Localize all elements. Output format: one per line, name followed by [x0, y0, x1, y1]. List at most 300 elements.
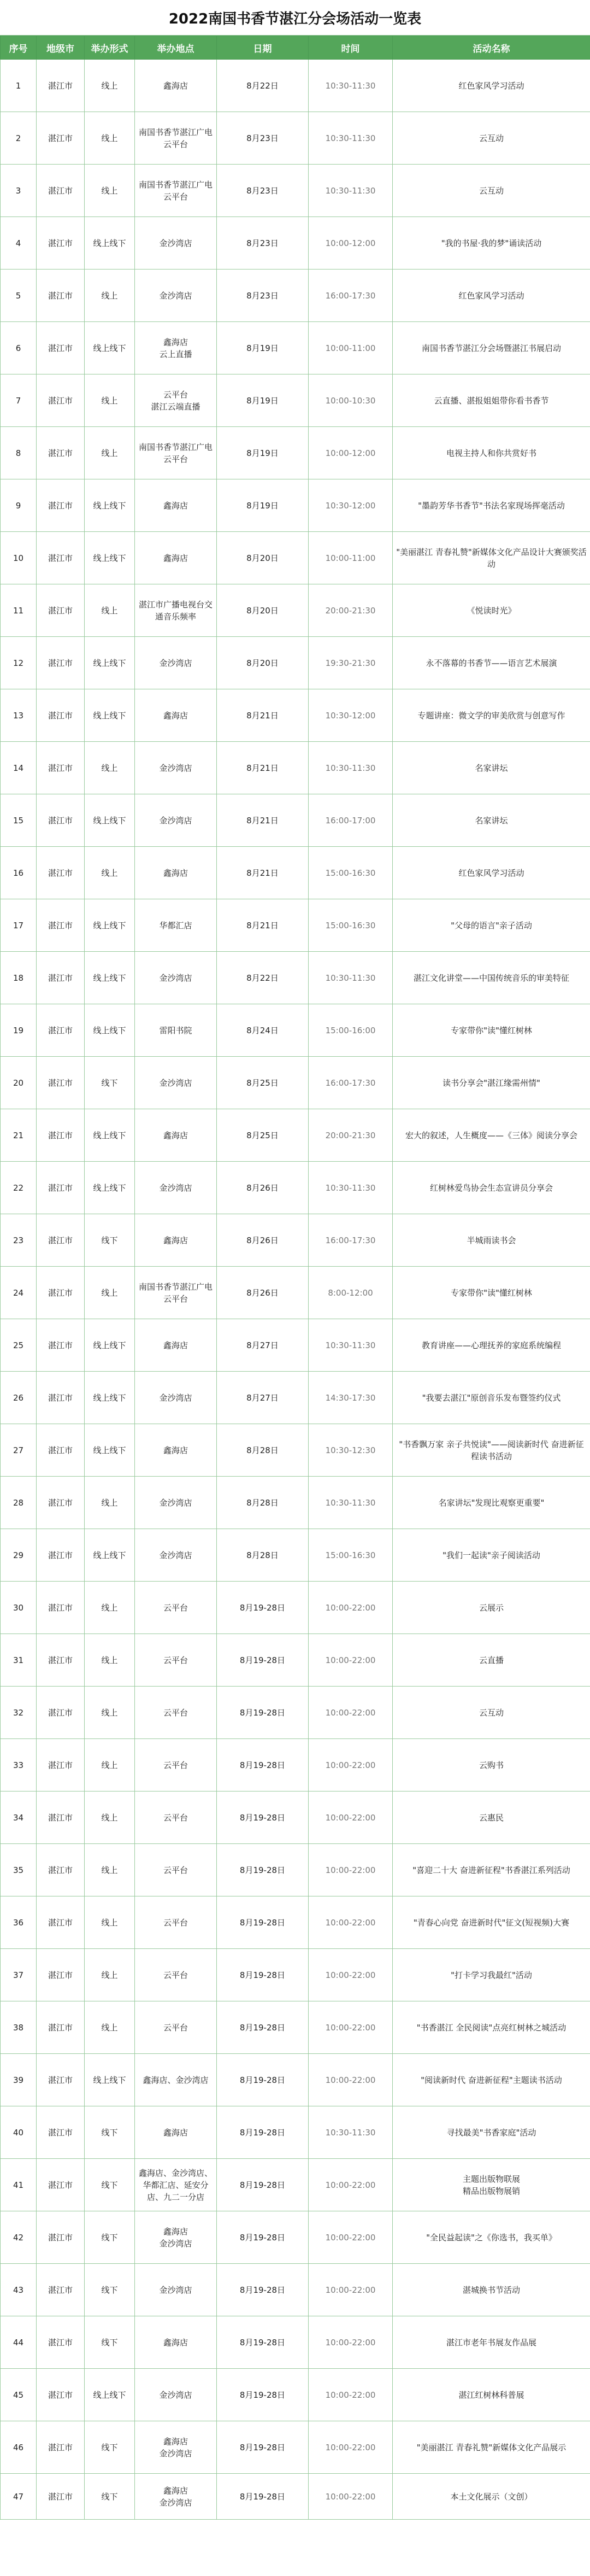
- cell-venue: 鑫海店、金沙湾店: [135, 2054, 217, 2106]
- table-row: [1, 899, 590, 952]
- page-title: 2022南国书香节湛江分会场活动一览表: [0, 0, 590, 36]
- cell-city: 湛江市: [37, 1634, 85, 1687]
- cell-time: 10:30-11:30: [309, 1162, 393, 1214]
- cell-city: 湛江市: [37, 1109, 85, 1162]
- cell-date: 8月22日: [217, 952, 309, 1004]
- cell-activity: "我们一起读"亲子阅读活动: [393, 1529, 590, 1582]
- cell-format: 线下: [85, 2211, 135, 2264]
- cell-activity: 《悦读时光》: [393, 584, 590, 637]
- table-row: [1, 1372, 590, 1424]
- cell-venue: 金沙湾店: [135, 794, 217, 847]
- cell-activity: "美丽湛江 青春礼赞"新媒体文化产品设计大赛颁奖活动: [393, 532, 590, 584]
- cell-format: 线上: [85, 165, 135, 217]
- cell-time: 10:00-22:00: [309, 1634, 393, 1687]
- cell-activity: "全民益起读"之《你选书，我买单》: [393, 2211, 590, 2264]
- cell-time: 10:00-11:00: [309, 532, 393, 584]
- cell-city: 湛江市: [37, 60, 85, 112]
- cell-venue: 金沙湾店: [135, 1372, 217, 1424]
- cell-venue: 南国书香节湛江广电云平台: [135, 165, 217, 217]
- cell-format: 线上线下: [85, 637, 135, 689]
- cell-time: 16:00-17:00: [309, 794, 393, 847]
- cell-date: 8月21日: [217, 689, 309, 742]
- cell-venue: 鑫海店: [135, 2106, 217, 2159]
- cell-format: 线上: [85, 1792, 135, 1844]
- cell-activity: 本土文化展示（文创）: [393, 2474, 590, 2520]
- cell-index: 19: [1, 1004, 37, 1057]
- cell-time: 15:00-16:00: [309, 1004, 393, 1057]
- cell-time: 15:00-16:30: [309, 847, 393, 899]
- cell-activity: 湛江文化讲堂——中国传统音乐的审美特征: [393, 952, 590, 1004]
- cell-venue: 鑫海店、金沙湾店、华都汇店、延安分店、九二一分店: [135, 2159, 217, 2211]
- table-row: [1, 2421, 590, 2474]
- cell-date: 8月19-28日: [217, 2316, 309, 2369]
- cell-index: 12: [1, 637, 37, 689]
- table-row: [1, 1949, 590, 2001]
- cell-venue: 鑫海店: [135, 1424, 217, 1477]
- cell-index: 14: [1, 742, 37, 794]
- cell-date: 8月19-28日: [217, 1634, 309, 1687]
- table-row: [1, 1634, 590, 1687]
- table-row: [1, 427, 590, 479]
- cell-city: 湛江市: [37, 1529, 85, 1582]
- table-row: [1, 1792, 590, 1844]
- header-activity: 活动名称: [393, 36, 590, 60]
- cell-index: 22: [1, 1162, 37, 1214]
- cell-time: 10:00-22:00: [309, 1739, 393, 1792]
- cell-venue: 鑫海店: [135, 847, 217, 899]
- cell-date: 8月19-28日: [217, 1792, 309, 1844]
- cell-activity: 读书分享会"湛江缘需州情": [393, 1057, 590, 1109]
- cell-index: 35: [1, 1844, 37, 1896]
- cell-activity: "青春心向党 奋进新时代"征文(短视频)大赛: [393, 1896, 590, 1949]
- cell-format: 线上线下: [85, 1162, 135, 1214]
- cell-activity: 云直播: [393, 1634, 590, 1687]
- table-row: [1, 2159, 590, 2211]
- cell-activity: 云互动: [393, 112, 590, 165]
- cell-index: 28: [1, 1477, 37, 1529]
- table-row: [1, 2001, 590, 2054]
- table-row: [1, 1004, 590, 1057]
- cell-index: 17: [1, 899, 37, 952]
- cell-time: 10:30-11:30: [309, 112, 393, 165]
- cell-venue: 云平台: [135, 1949, 217, 2001]
- cell-format: 线上: [85, 60, 135, 112]
- cell-time: 10:00-11:00: [309, 322, 393, 374]
- cell-venue: 雷阳书院: [135, 1004, 217, 1057]
- cell-venue: 金沙湾店: [135, 217, 217, 270]
- header-format: 举办形式: [85, 36, 135, 60]
- cell-index: 8: [1, 427, 37, 479]
- cell-index: 18: [1, 952, 37, 1004]
- cell-time: 16:00-17:30: [309, 1057, 393, 1109]
- cell-time: 10:30-11:30: [309, 1477, 393, 1529]
- cell-index: 33: [1, 1739, 37, 1792]
- cell-time: 10:00-22:00: [309, 1949, 393, 2001]
- cell-date: 8月21日: [217, 847, 309, 899]
- cell-date: 8月28日: [217, 1477, 309, 1529]
- cell-time: 10:30-11:30: [309, 952, 393, 1004]
- cell-time: 10:00-22:00: [309, 2421, 393, 2474]
- cell-city: 湛江市: [37, 427, 85, 479]
- cell-index: 7: [1, 374, 37, 427]
- table-row: [1, 1424, 590, 1477]
- cell-format: 线上: [85, 270, 135, 322]
- cell-time: 10:30-11:30: [309, 165, 393, 217]
- table-row: [1, 2054, 590, 2106]
- cell-index: 43: [1, 2264, 37, 2316]
- cell-date: 8月19-28日: [217, 2054, 309, 2106]
- cell-date: 8月20日: [217, 584, 309, 637]
- cell-date: 8月19-28日: [217, 1687, 309, 1739]
- cell-activity: 湛江市老年书展友作品展: [393, 2316, 590, 2369]
- cell-city: 湛江市: [37, 1267, 85, 1319]
- cell-index: 24: [1, 1267, 37, 1319]
- cell-activity: "墨韵芳华书香节"书法名家现场挥毫活动: [393, 479, 590, 532]
- cell-activity: 电视主持人和你共赏好书: [393, 427, 590, 479]
- table-row: [1, 2106, 590, 2159]
- cell-venue: 金沙湾店: [135, 1162, 217, 1214]
- cell-index: 10: [1, 532, 37, 584]
- cell-venue: 金沙湾店: [135, 270, 217, 322]
- cell-activity: 专家带你"读"懂红树林: [393, 1267, 590, 1319]
- cell-time: 10:00-22:00: [309, 2474, 393, 2520]
- cell-activity: 名家讲坛"发现比观察更重要": [393, 1477, 590, 1529]
- cell-index: 42: [1, 2211, 37, 2264]
- cell-date: 8月21日: [217, 899, 309, 952]
- cell-format: 线上线下: [85, 899, 135, 952]
- header-city: 地级市: [37, 36, 85, 60]
- cell-activity: "美丽湛江 青春礼赞"新媒体文化产品展示: [393, 2421, 590, 2474]
- cell-index: 44: [1, 2316, 37, 2369]
- cell-format: 线上线下: [85, 952, 135, 1004]
- table-row: [1, 1057, 590, 1109]
- cell-format: 线上: [85, 1687, 135, 1739]
- cell-activity: "打卡学习我最红"活动: [393, 1949, 590, 2001]
- cell-city: 湛江市: [37, 847, 85, 899]
- cell-format: 线上: [85, 1739, 135, 1792]
- table-row: [1, 60, 590, 112]
- cell-format: 线上: [85, 374, 135, 427]
- cell-city: 湛江市: [37, 1214, 85, 1267]
- table-row: [1, 1582, 590, 1634]
- cell-format: 线下: [85, 2316, 135, 2369]
- cell-date: 8月20日: [217, 637, 309, 689]
- cell-activity: "阅读新时代 奋进新征程"主题读书活动: [393, 2054, 590, 2106]
- cell-format: 线上线下: [85, 479, 135, 532]
- cell-date: 8月28日: [217, 1529, 309, 1582]
- cell-time: 10:30-11:30: [309, 742, 393, 794]
- cell-activity: 主题出版物联展 精品出版物展销: [393, 2159, 590, 2211]
- cell-index: 26: [1, 1372, 37, 1424]
- cell-city: 湛江市: [37, 637, 85, 689]
- cell-activity: 云互动: [393, 165, 590, 217]
- cell-time: 20:00-21:30: [309, 584, 393, 637]
- cell-index: 47: [1, 2474, 37, 2520]
- cell-city: 湛江市: [37, 1372, 85, 1424]
- table-row: [1, 2264, 590, 2316]
- cell-time: 10:00-22:00: [309, 1844, 393, 1896]
- cell-activity: "喜迎二十大 奋进新征程"书香湛江系列活动: [393, 1844, 590, 1896]
- cell-index: 29: [1, 1529, 37, 1582]
- cell-activity: "我要去湛江"原创音乐发布暨签约仪式: [393, 1372, 590, 1424]
- cell-activity: 云直播、湛报姐姐带你看书香节: [393, 374, 590, 427]
- cell-index: 40: [1, 2106, 37, 2159]
- table-row: [1, 165, 590, 217]
- cell-date: 8月26日: [217, 1162, 309, 1214]
- table-row: [1, 1896, 590, 1949]
- table-row: [1, 794, 590, 847]
- cell-date: 8月19-28日: [217, 2001, 309, 2054]
- cell-city: 湛江市: [37, 2474, 85, 2520]
- cell-date: 8月21日: [217, 794, 309, 847]
- cell-activity: 半城雨读书会: [393, 1214, 590, 1267]
- cell-activity: 专题讲座：微文学的审美欣赏与创意写作: [393, 689, 590, 742]
- table-row: [1, 1529, 590, 1582]
- cell-format: 线上线下: [85, 532, 135, 584]
- cell-format: 线上: [85, 1844, 135, 1896]
- cell-city: 湛江市: [37, 165, 85, 217]
- header-index: 序号: [1, 36, 37, 60]
- cell-venue: 鑫海店 金沙湾店: [135, 2474, 217, 2520]
- cell-time: 10:30-12:00: [309, 479, 393, 532]
- cell-index: 1: [1, 60, 37, 112]
- cell-date: 8月19-28日: [217, 2421, 309, 2474]
- cell-venue: 云平台: [135, 1634, 217, 1687]
- cell-format: 线下: [85, 2106, 135, 2159]
- cell-venue: 金沙湾店: [135, 1057, 217, 1109]
- cell-date: 8月25日: [217, 1057, 309, 1109]
- cell-city: 湛江市: [37, 952, 85, 1004]
- cell-date: 8月21日: [217, 742, 309, 794]
- cell-time: 10:30-12:30: [309, 1424, 393, 1477]
- cell-time: 10:00-22:00: [309, 2001, 393, 2054]
- cell-activity: 名家讲坛: [393, 794, 590, 847]
- table-row: [1, 2474, 590, 2520]
- cell-venue: 金沙湾店: [135, 2369, 217, 2421]
- cell-date: 8月19日: [217, 479, 309, 532]
- cell-city: 湛江市: [37, 1739, 85, 1792]
- cell-activity: 宏大的叙述，人生概度——《三体》阅读分享会: [393, 1109, 590, 1162]
- table-row: [1, 952, 590, 1004]
- cell-venue: 云平台: [135, 1582, 217, 1634]
- cell-index: 23: [1, 1214, 37, 1267]
- cell-city: 湛江市: [37, 689, 85, 742]
- cell-city: 湛江市: [37, 1896, 85, 1949]
- cell-activity: 南国书香节湛江分会场暨湛江书展启动: [393, 322, 590, 374]
- cell-city: 湛江市: [37, 1477, 85, 1529]
- table-row: [1, 2211, 590, 2264]
- cell-venue: 金沙湾店: [135, 952, 217, 1004]
- cell-format: 线上线下: [85, 1319, 135, 1372]
- cell-venue: 金沙湾店: [135, 2264, 217, 2316]
- cell-format: 线上线下: [85, 1424, 135, 1477]
- table-row: [1, 742, 590, 794]
- cell-index: 30: [1, 1582, 37, 1634]
- table-header-row: [1, 36, 590, 60]
- cell-activity: 云互动: [393, 1687, 590, 1739]
- cell-time: 10:00-22:00: [309, 2054, 393, 2106]
- table-row: [1, 847, 590, 899]
- cell-index: 27: [1, 1424, 37, 1477]
- cell-venue: 云平台: [135, 1687, 217, 1739]
- cell-city: 湛江市: [37, 270, 85, 322]
- cell-format: 线上线下: [85, 1372, 135, 1424]
- cell-format: 线上: [85, 2001, 135, 2054]
- cell-index: 5: [1, 270, 37, 322]
- cell-city: 湛江市: [37, 899, 85, 952]
- cell-index: 2: [1, 112, 37, 165]
- cell-city: 湛江市: [37, 322, 85, 374]
- header-time: 时间: [309, 36, 393, 60]
- cell-city: 湛江市: [37, 2421, 85, 2474]
- cell-city: 湛江市: [37, 794, 85, 847]
- cell-index: 34: [1, 1792, 37, 1844]
- cell-city: 湛江市: [37, 112, 85, 165]
- cell-date: 8月28日: [217, 1424, 309, 1477]
- table-row: [1, 1739, 590, 1792]
- cell-venue: 金沙湾店: [135, 637, 217, 689]
- cell-city: 湛江市: [37, 1162, 85, 1214]
- cell-city: 湛江市: [37, 1582, 85, 1634]
- cell-index: 21: [1, 1109, 37, 1162]
- cell-venue: 云平台 湛江云端直播: [135, 374, 217, 427]
- cell-format: 线上: [85, 112, 135, 165]
- cell-city: 湛江市: [37, 217, 85, 270]
- cell-city: 湛江市: [37, 2159, 85, 2211]
- cell-activity: "我的书屋·我的梦"诵读活动: [393, 217, 590, 270]
- cell-venue: 金沙湾店: [135, 1477, 217, 1529]
- cell-city: 湛江市: [37, 742, 85, 794]
- cell-date: 8月19-28日: [217, 1949, 309, 2001]
- cell-city: 湛江市: [37, 1844, 85, 1896]
- table-row: [1, 532, 590, 584]
- cell-activity: 永不落幕的书香节——语言艺术展演: [393, 637, 590, 689]
- table-row: [1, 689, 590, 742]
- cell-date: 8月25日: [217, 1109, 309, 1162]
- cell-index: 13: [1, 689, 37, 742]
- cell-index: 39: [1, 2054, 37, 2106]
- cell-format: 线下: [85, 2474, 135, 2520]
- cell-date: 8月22日: [217, 60, 309, 112]
- cell-city: 湛江市: [37, 1004, 85, 1057]
- table-row: [1, 1162, 590, 1214]
- table-row: [1, 1687, 590, 1739]
- cell-time: 14:30-17:30: [309, 1372, 393, 1424]
- cell-format: 线上: [85, 584, 135, 637]
- cell-format: 线上: [85, 1896, 135, 1949]
- cell-date: 8月19-28日: [217, 2474, 309, 2520]
- cell-time: 20:00-21:30: [309, 1109, 393, 1162]
- cell-city: 湛江市: [37, 584, 85, 637]
- cell-time: 10:00-22:00: [309, 2369, 393, 2421]
- cell-city: 湛江市: [37, 1319, 85, 1372]
- cell-format: 线上: [85, 742, 135, 794]
- cell-date: 8月19-28日: [217, 2159, 309, 2211]
- cell-format: 线上: [85, 1582, 135, 1634]
- cell-date: 8月19日: [217, 322, 309, 374]
- cell-time: 10:00-22:00: [309, 2264, 393, 2316]
- cell-city: 湛江市: [37, 2211, 85, 2264]
- cell-venue: 云平台: [135, 1739, 217, 1792]
- cell-activity: 红树林爱鸟协会生态宣讲员分享会: [393, 1162, 590, 1214]
- cell-time: 10:00-12:00: [309, 217, 393, 270]
- cell-date: 8月24日: [217, 1004, 309, 1057]
- cell-venue: 湛江市广播电视台交通音乐频率: [135, 584, 217, 637]
- cell-venue: 云平台: [135, 2001, 217, 2054]
- cell-venue: 华都汇店: [135, 899, 217, 952]
- cell-activity: 红色家风学习活动: [393, 847, 590, 899]
- cell-time: 10:30-11:30: [309, 2106, 393, 2159]
- cell-index: 32: [1, 1687, 37, 1739]
- table-row: [1, 2316, 590, 2369]
- cell-activity: "父母的语言"亲子活动: [393, 899, 590, 952]
- cell-date: 8月19-28日: [217, 2106, 309, 2159]
- table-row: [1, 1477, 590, 1529]
- cell-city: 湛江市: [37, 1949, 85, 2001]
- cell-index: 45: [1, 2369, 37, 2421]
- cell-format: 线上: [85, 1634, 135, 1687]
- cell-venue: 鑫海店 金沙湾店: [135, 2211, 217, 2264]
- cell-activity: "书香湛江 全民阅读"点亮红树林之城活动: [393, 2001, 590, 2054]
- cell-format: 线上线下: [85, 689, 135, 742]
- cell-date: 8月19-28日: [217, 2264, 309, 2316]
- cell-city: 湛江市: [37, 479, 85, 532]
- cell-city: 湛江市: [37, 374, 85, 427]
- cell-time: 10:00-22:00: [309, 2211, 393, 2264]
- cell-venue: 南国书香节湛江广电云平台: [135, 1267, 217, 1319]
- cell-index: 4: [1, 217, 37, 270]
- cell-format: 线上: [85, 427, 135, 479]
- cell-city: 湛江市: [37, 2369, 85, 2421]
- cell-format: 线上: [85, 1477, 135, 1529]
- header-date: 日期: [217, 36, 309, 60]
- cell-venue: 云平台: [135, 1844, 217, 1896]
- cell-venue: 鑫海店: [135, 479, 217, 532]
- cell-city: 湛江市: [37, 1424, 85, 1477]
- cell-date: 8月23日: [217, 112, 309, 165]
- cell-format: 线下: [85, 2159, 135, 2211]
- cell-time: 8:00-12:00: [309, 1267, 393, 1319]
- cell-index: 9: [1, 479, 37, 532]
- cell-date: 8月19-28日: [217, 1582, 309, 1634]
- cell-time: 10:30-11:30: [309, 1319, 393, 1372]
- cell-city: 湛江市: [37, 2106, 85, 2159]
- cell-activity: 云展示: [393, 1582, 590, 1634]
- cell-date: 8月27日: [217, 1372, 309, 1424]
- cell-date: 8月23日: [217, 270, 309, 322]
- cell-activity: 云惠民: [393, 1792, 590, 1844]
- cell-format: 线上: [85, 1949, 135, 2001]
- cell-venue: 鑫海店: [135, 60, 217, 112]
- table-row: [1, 1109, 590, 1162]
- cell-date: 8月19-28日: [217, 2211, 309, 2264]
- cell-format: 线上线下: [85, 2054, 135, 2106]
- cell-index: 38: [1, 2001, 37, 2054]
- cell-format: 线上: [85, 847, 135, 899]
- cell-format: 线上线下: [85, 2369, 135, 2421]
- cell-date: 8月19-28日: [217, 2369, 309, 2421]
- table-row: [1, 479, 590, 532]
- cell-activity: 湛城换书节活动: [393, 2264, 590, 2316]
- cell-activity: 红色家风学习活动: [393, 60, 590, 112]
- table-body: [1, 60, 590, 2520]
- cell-index: 15: [1, 794, 37, 847]
- cell-time: 10:00-22:00: [309, 1582, 393, 1634]
- cell-time: 10:00-22:00: [309, 2316, 393, 2369]
- cell-index: 3: [1, 165, 37, 217]
- cell-venue: 鑫海店: [135, 2316, 217, 2369]
- cell-venue: 鑫海店: [135, 1319, 217, 1372]
